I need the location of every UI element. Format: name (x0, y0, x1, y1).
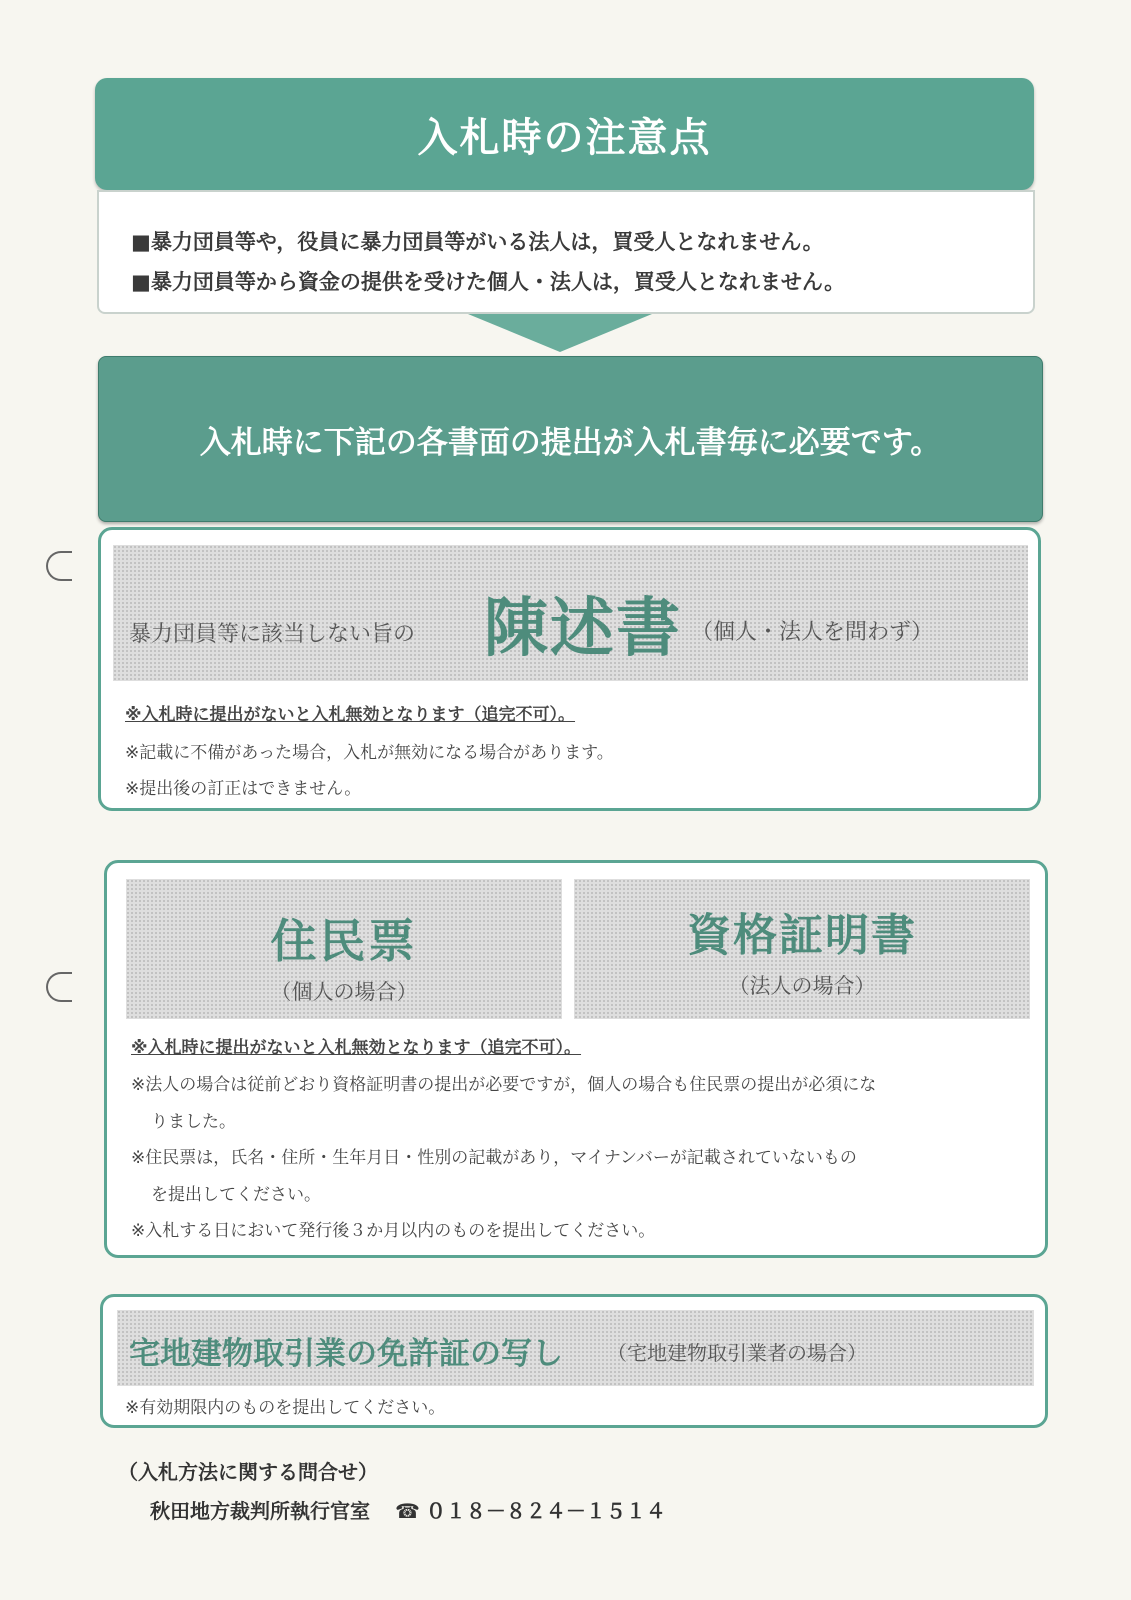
certificate-panel (574, 879, 1030, 1019)
affidavit-note-2: ※記載に不備があった場合，入札が無効になる場合があります。 (125, 743, 614, 763)
contact-phone: ０１８－８２４－１５１４ (425, 1499, 666, 1523)
affidavit-suffix: （個人・法人を問わず） (691, 620, 934, 645)
notice-banner (98, 356, 1043, 522)
affidavit-card (98, 527, 1041, 811)
certificate-title: 資格証明書 (687, 910, 917, 961)
binder-hole-mark (46, 551, 72, 581)
license-header (117, 1310, 1034, 1386)
affidavit-note-3: ※提出後の訂正はできません。 (125, 779, 362, 799)
binder-hole-mark (46, 972, 72, 1002)
license-suffix: （宅地建物取引業者の場合） (607, 1341, 867, 1365)
residence-note-1: ※入札時に提出がないと入札無効となります（追完不可）。 (131, 1038, 582, 1058)
affidavit-prefix: 暴力団員等に該当しない旨の (129, 622, 416, 647)
affidavit-note-1: ※入札時に提出がないと入札無効となります（追完不可）。 (125, 705, 576, 725)
residence-note-3-cont: を提出してください。 (151, 1185, 321, 1205)
certificate-subtitle: （法人の場合） (728, 974, 876, 998)
residence-card (104, 860, 1048, 1258)
residence-note-4: ※入札する日において発行後３か月以内のものを提出してください。 (131, 1221, 656, 1241)
warning-line-1: ■暴力団員等や，役員に暴力団員等がいる法人は，買受人となれません。 (131, 230, 824, 254)
residence-title: 住民票 (270, 914, 418, 968)
contact-office: 秋田地方裁判所執行官室 (150, 1499, 370, 1523)
down-arrow-icon (468, 314, 652, 352)
affidavit-header (113, 545, 1028, 681)
license-note: ※有効期限内のものを提出してください。 (125, 1398, 446, 1418)
residence-note-3: ※住民票は，氏名・住所・生年月日・性別の記載があり，マイナンバーが記載されていないもの (131, 1148, 857, 1168)
contact-heading: （入札方法に関する問合せ） (118, 1460, 378, 1484)
license-title: 宅地建物取引業の免許証の写し (129, 1336, 563, 1372)
warning-line-2: ■暴力団員等から資金の提供を受けた個人・法人は，買受人となれません。 (131, 270, 846, 294)
residence-panel (126, 879, 562, 1019)
warning-box (97, 190, 1035, 314)
residence-subtitle: （個人の場合） (270, 980, 418, 1004)
contact-line (150, 1495, 666, 1524)
license-card (100, 1294, 1048, 1428)
phone-icon: ☎ (394, 1499, 420, 1523)
residence-note-2-cont: りました。 (151, 1112, 236, 1132)
residence-note-2: ※法人の場合は従前どおり資格証明書の提出が必要ですが，個人の場合も住民票の提出が必須にな (131, 1075, 877, 1095)
title-banner (95, 78, 1034, 190)
affidavit-title: 陳述書 (484, 592, 682, 666)
notice-text: 入札時に下記の各書面の提出が入札書毎に必要です。 (199, 424, 942, 461)
page-title: 入札時の注意点 (417, 114, 712, 161)
